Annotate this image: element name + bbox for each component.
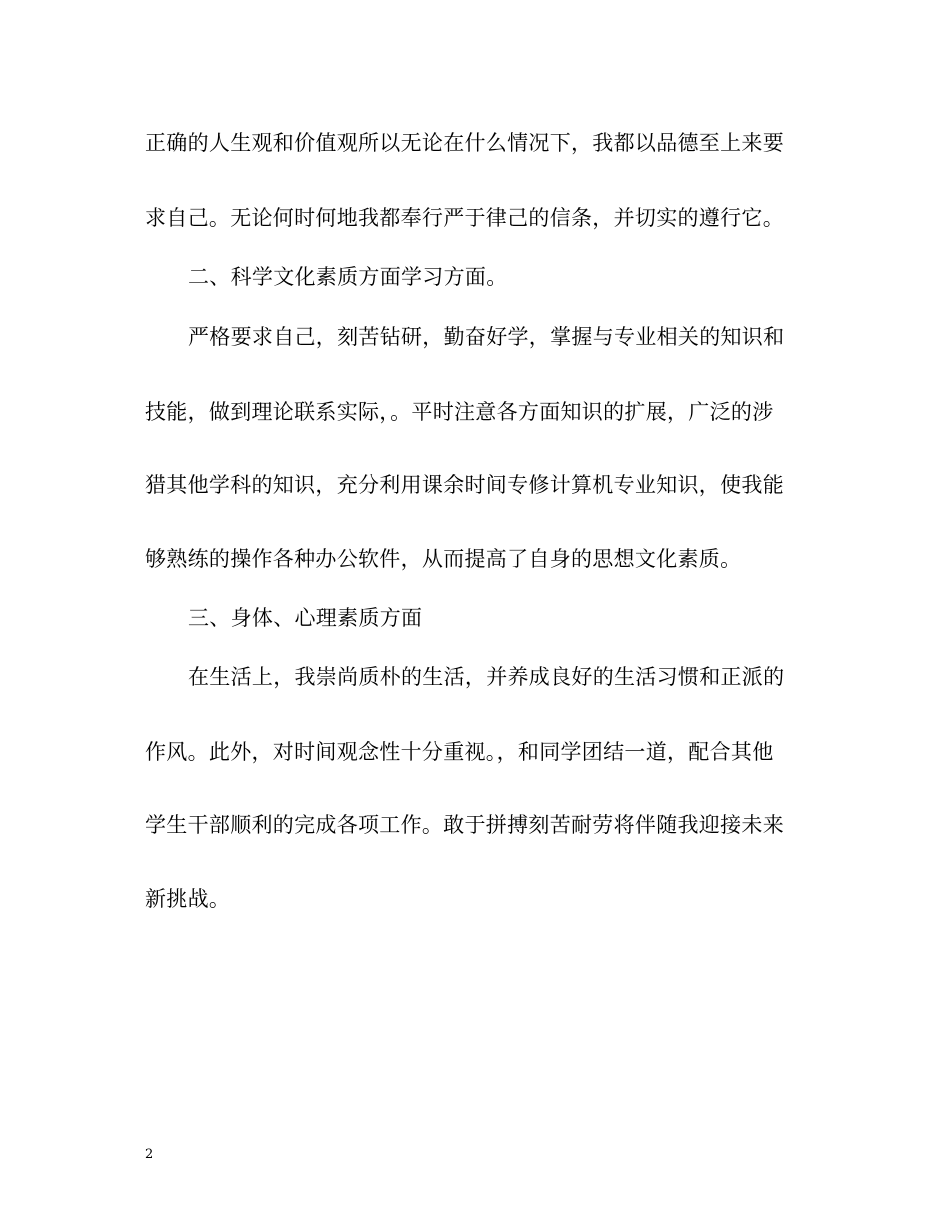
page-number: 2 [145, 1147, 154, 1162]
body-text-line: 新挑战。 [145, 887, 231, 911]
section-heading-physical-mental: 三、身体、心理素质方面 [188, 606, 423, 630]
body-text-line: 够熟练的操作各种办公软件，从而提高了自身的思想文化素质。 [145, 547, 742, 571]
body-text-line: 猎其他学科的知识，充分利用课余时间专修计算机专业知识，使我能 [145, 473, 784, 497]
body-text-line: 在生活上，我崇尚质朴的生活，并养成良好的生活习惯和正派的 [188, 665, 785, 689]
body-text-line: 求自己。无论何时何地我都奉行严于律己的信条，并切实的遵行它。 [145, 206, 784, 230]
body-text-line: 技能，做到理论联系实际，。平时注意各方面知识的扩展，广泛的涉 [145, 400, 774, 424]
body-text-line: 严格要求自己，刻苦钻研，勤奋好学，掌握与专业相关的知识和 [188, 325, 785, 349]
body-text-line: 正确的人生观和价值观所以无论在什么情况下，我都以品德至上来要 [145, 131, 784, 155]
section-heading-science-culture: 二、科学文化素质方面学习方面。 [188, 265, 508, 289]
body-text-line: 作风。此外，对时间观念性十分重视。，和同学团结一道，配合其他 [145, 740, 774, 764]
body-text-line: 学生干部顺利的完成各项工作。敢于拼搏刻苦耐劳将伴随我迎接未来 [145, 813, 784, 837]
